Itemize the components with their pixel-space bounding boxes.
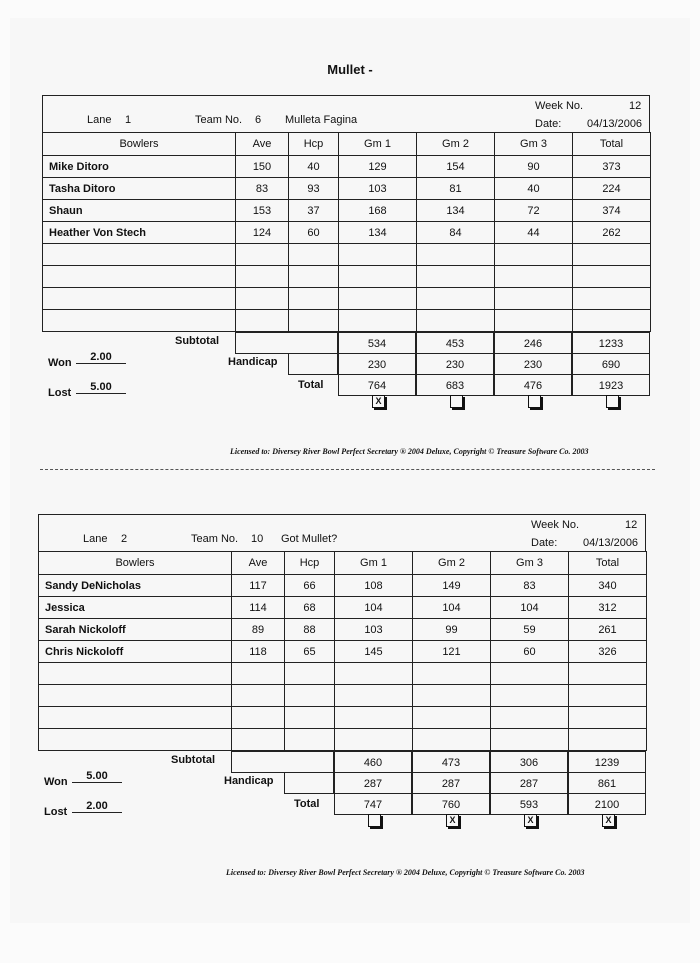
bowler-average: 83 [236, 178, 289, 200]
empty-cell [335, 663, 413, 685]
subtotal-spacer-cell [231, 751, 334, 773]
lane-label: Lane [83, 533, 108, 545]
empty-bowler-row [39, 685, 647, 707]
total-gm3-cell: 593 [490, 793, 568, 815]
empty-cell [232, 707, 285, 729]
column-header-row [39, 552, 647, 575]
page-title: Mullet - [327, 62, 373, 77]
column-header: Gm 1 [339, 133, 417, 156]
bowler-handicap: 60 [289, 222, 339, 244]
sheet-footer [38, 751, 646, 825]
game-win-checkbox[interactable]: X [446, 814, 459, 827]
empty-cell [413, 729, 491, 751]
game-2-score: 84 [417, 222, 495, 244]
empty-cell [232, 685, 285, 707]
bowler-name: Mike Ditoro [43, 156, 236, 178]
bowler-total: 373 [573, 156, 651, 178]
bowler-average: 150 [236, 156, 289, 178]
game-win-checkbox[interactable] [368, 814, 381, 827]
empty-bowler-row [43, 266, 651, 288]
license-footer: Licensed to: Diversey River Bowl Perfect Secretary ® 2004 Deluxe, Copyright © Treasure Software Co. 2003 [226, 868, 585, 877]
won-label: Won [44, 776, 68, 788]
empty-bowler-row [43, 310, 651, 332]
empty-cell [573, 244, 651, 266]
total-total-cell: 2100 [568, 793, 646, 815]
handicap-spacer-cell [284, 772, 334, 794]
empty-cell [236, 288, 289, 310]
empty-cell [495, 310, 573, 332]
empty-cell [289, 244, 339, 266]
subtotal-gm3-cell: 246 [494, 332, 572, 354]
lost-label: Lost [48, 387, 72, 399]
total-gm2-cell: 760 [412, 793, 490, 815]
bowler-handicap: 68 [285, 597, 335, 619]
column-header: Gm 1 [335, 552, 413, 575]
bowler-handicap: 40 [289, 156, 339, 178]
empty-cell [289, 288, 339, 310]
empty-cell [417, 266, 495, 288]
score-table [42, 132, 651, 332]
subtotal-label: Subtotal [171, 754, 215, 766]
game-1-score: 104 [335, 597, 413, 619]
date-label: Date: [531, 537, 558, 549]
empty-cell [491, 729, 569, 751]
game-3-score: 59 [491, 619, 569, 641]
license-footer: Licensed to: Diversey River Bowl Perfect Secretary ® 2004 Deluxe, Copyright © Treasure Software Co. 2003 [230, 447, 589, 456]
sheet-header [42, 95, 650, 132]
bowler-handicap: 93 [289, 178, 339, 200]
empty-cell [413, 663, 491, 685]
bowler-handicap: 88 [285, 619, 335, 641]
empty-cell [417, 310, 495, 332]
empty-cell [339, 244, 417, 266]
bowler-total: 374 [573, 200, 651, 222]
column-header: Gm 2 [417, 133, 495, 156]
column-header: Gm 3 [495, 133, 573, 156]
date-value: 04/13/2006 [587, 118, 643, 130]
empty-cell [569, 663, 647, 685]
bowler-average: 89 [232, 619, 285, 641]
game-3-score: 40 [495, 178, 573, 200]
game-win-checkbox[interactable]: X [372, 395, 385, 408]
column-header: Ave [236, 133, 289, 156]
empty-bowler-row [43, 244, 651, 266]
empty-cell [491, 685, 569, 707]
game-1-score: 168 [339, 200, 417, 222]
bowler-name: Sandy DeNicholas [39, 575, 232, 597]
empty-cell [232, 663, 285, 685]
subtotal-gm3-cell: 306 [490, 751, 568, 773]
game-2-score: 81 [417, 178, 495, 200]
bowler-row [43, 222, 651, 244]
game-3-score: 72 [495, 200, 573, 222]
column-header: Bowlers [43, 133, 236, 156]
empty-cell [335, 685, 413, 707]
week-number: 12 [625, 519, 638, 531]
handicap-spacer-cell [288, 353, 338, 375]
empty-cell [39, 685, 232, 707]
empty-cell [413, 707, 491, 729]
game-3-score: 90 [495, 156, 573, 178]
bowler-total: 312 [569, 597, 647, 619]
bowler-total: 340 [569, 575, 647, 597]
empty-cell [285, 729, 335, 751]
won-value: 5.00 [72, 770, 122, 783]
column-header: Gm 2 [413, 552, 491, 575]
column-header: Hcp [289, 133, 339, 156]
empty-cell [573, 288, 651, 310]
empty-cell [491, 663, 569, 685]
subtotal-gm2-cell: 473 [412, 751, 490, 773]
empty-cell [236, 266, 289, 288]
date-value: 04/13/2006 [583, 537, 639, 549]
game-win-checkbox[interactable] [450, 395, 463, 408]
empty-cell [413, 685, 491, 707]
bowler-average: 118 [232, 641, 285, 663]
empty-bowler-row [39, 707, 647, 729]
column-header: Total [569, 552, 647, 575]
empty-cell [43, 288, 236, 310]
empty-cell [236, 310, 289, 332]
week-no-label: Week No. [535, 100, 584, 112]
empty-cell [43, 310, 236, 332]
empty-cell [335, 729, 413, 751]
team-no-label: Team No. [195, 114, 243, 126]
bowler-row [39, 641, 647, 663]
empty-cell [495, 266, 573, 288]
subtotal-spacer-cell [235, 332, 338, 354]
empty-cell [285, 707, 335, 729]
column-header: Bowlers [39, 552, 232, 575]
empty-cell [569, 685, 647, 707]
empty-cell [339, 266, 417, 288]
bowler-row [39, 597, 647, 619]
handicap-total-cell: 690 [572, 353, 650, 375]
game-2-score: 104 [413, 597, 491, 619]
bowler-average: 153 [236, 200, 289, 222]
game-2-score: 134 [417, 200, 495, 222]
game-win-checkbox[interactable]: X [602, 814, 615, 827]
bowler-average: 114 [232, 597, 285, 619]
team-name: Got Mullet? [281, 533, 338, 545]
total-gm1-cell: 764 [338, 374, 416, 396]
column-header: Gm 3 [491, 552, 569, 575]
bowler-total: 326 [569, 641, 647, 663]
week-no-label: Week No. [531, 519, 580, 531]
game-1-score: 108 [335, 575, 413, 597]
empty-cell [569, 729, 647, 751]
empty-cell [417, 244, 495, 266]
subtotal-gm1-cell: 534 [338, 332, 416, 354]
sheet-footer [42, 332, 650, 406]
empty-cell [491, 707, 569, 729]
handicap-gm2-cell: 230 [416, 353, 494, 375]
lost-value: 5.00 [76, 381, 126, 394]
score-table [38, 551, 647, 751]
total-label: Total [294, 798, 320, 810]
bowler-name: Tasha Ditoro [43, 178, 236, 200]
handicap-gm3-cell: 230 [494, 353, 572, 375]
bowler-total: 262 [573, 222, 651, 244]
empty-cell [39, 663, 232, 685]
lane-label: Lane [87, 114, 112, 126]
empty-cell [285, 685, 335, 707]
empty-cell [573, 310, 651, 332]
bowler-handicap: 66 [285, 575, 335, 597]
empty-cell [39, 707, 232, 729]
empty-cell [43, 266, 236, 288]
game-1-score: 134 [339, 222, 417, 244]
handicap-gm2-cell: 287 [412, 772, 490, 794]
empty-cell [339, 310, 417, 332]
team-no-label: Team No. [191, 533, 239, 545]
empty-cell [232, 729, 285, 751]
handicap-gm3-cell: 287 [490, 772, 568, 794]
empty-cell [289, 310, 339, 332]
empty-cell [39, 729, 232, 751]
column-header: Ave [232, 552, 285, 575]
game-2-score: 154 [417, 156, 495, 178]
empty-cell [417, 288, 495, 310]
bowler-name: Shaun [43, 200, 236, 222]
bowler-handicap: 37 [289, 200, 339, 222]
bowler-row [43, 178, 651, 200]
column-header: Hcp [285, 552, 335, 575]
week-number: 12 [629, 100, 642, 112]
date-label: Date: [535, 118, 562, 130]
team-name: Mulleta Fagina [285, 114, 358, 126]
subtotal-total-cell: 1233 [572, 332, 650, 354]
handicap-gm1-cell: 230 [338, 353, 416, 375]
bowler-row [39, 575, 647, 597]
bowler-name: Heather Von Stech [43, 222, 236, 244]
bowler-total: 261 [569, 619, 647, 641]
bowler-row [39, 619, 647, 641]
total-label: Total [298, 379, 324, 391]
game-3-score: 104 [491, 597, 569, 619]
score-sheet [38, 514, 646, 877]
empty-cell [495, 288, 573, 310]
bowler-row [43, 156, 651, 178]
score-sheet [42, 95, 650, 456]
empty-cell [573, 266, 651, 288]
bowler-total: 224 [573, 178, 651, 200]
handicap-label: Handicap [224, 775, 274, 787]
bowler-name: Sarah Nickoloff [39, 619, 232, 641]
total-gm3-cell: 476 [494, 374, 572, 396]
subtotal-gm1-cell: 460 [334, 751, 412, 773]
total-total-cell: 1923 [572, 374, 650, 396]
lane-number: 2 [121, 533, 128, 545]
game-1-score: 103 [339, 178, 417, 200]
game-win-checkbox[interactable]: X [524, 814, 537, 827]
game-win-checkbox[interactable] [606, 395, 619, 408]
empty-cell [339, 288, 417, 310]
empty-cell [569, 707, 647, 729]
lane-number: 1 [125, 114, 132, 126]
game-3-score: 83 [491, 575, 569, 597]
handicap-label: Handicap [228, 356, 278, 368]
empty-bowler-row [43, 288, 651, 310]
empty-cell [43, 244, 236, 266]
column-header: Total [573, 133, 651, 156]
game-3-score: 44 [495, 222, 573, 244]
won-value: 2.00 [76, 351, 126, 364]
team-number: 10 [251, 533, 264, 545]
game-1-score: 145 [335, 641, 413, 663]
game-win-checkbox[interactable] [528, 395, 541, 408]
cut-line-divider [40, 469, 655, 470]
empty-cell [236, 244, 289, 266]
lost-label: Lost [44, 806, 68, 818]
bowler-row [43, 200, 651, 222]
subtotal-total-cell: 1239 [568, 751, 646, 773]
game-1-score: 103 [335, 619, 413, 641]
total-gm1-cell: 747 [334, 793, 412, 815]
bowler-handicap: 65 [285, 641, 335, 663]
lost-value: 2.00 [72, 800, 122, 813]
bowler-name: Jessica [39, 597, 232, 619]
total-gm2-cell: 683 [416, 374, 494, 396]
bowler-average: 124 [236, 222, 289, 244]
subtotal-gm2-cell: 453 [416, 332, 494, 354]
empty-cell [335, 707, 413, 729]
bowler-name: Chris Nickoloff [39, 641, 232, 663]
game-3-score: 60 [491, 641, 569, 663]
game-2-score: 149 [413, 575, 491, 597]
empty-bowler-row [39, 663, 647, 685]
sheet-header [38, 514, 646, 551]
game-1-score: 129 [339, 156, 417, 178]
team-number: 6 [255, 114, 262, 126]
empty-cell [495, 244, 573, 266]
column-header-row [43, 133, 651, 156]
game-2-score: 121 [413, 641, 491, 663]
handicap-total-cell: 861 [568, 772, 646, 794]
empty-cell [285, 663, 335, 685]
empty-cell [289, 266, 339, 288]
subtotal-label: Subtotal [175, 335, 219, 347]
empty-bowler-row [39, 729, 647, 751]
handicap-gm1-cell: 287 [334, 772, 412, 794]
game-2-score: 99 [413, 619, 491, 641]
won-label: Won [48, 357, 72, 369]
bowler-average: 117 [232, 575, 285, 597]
